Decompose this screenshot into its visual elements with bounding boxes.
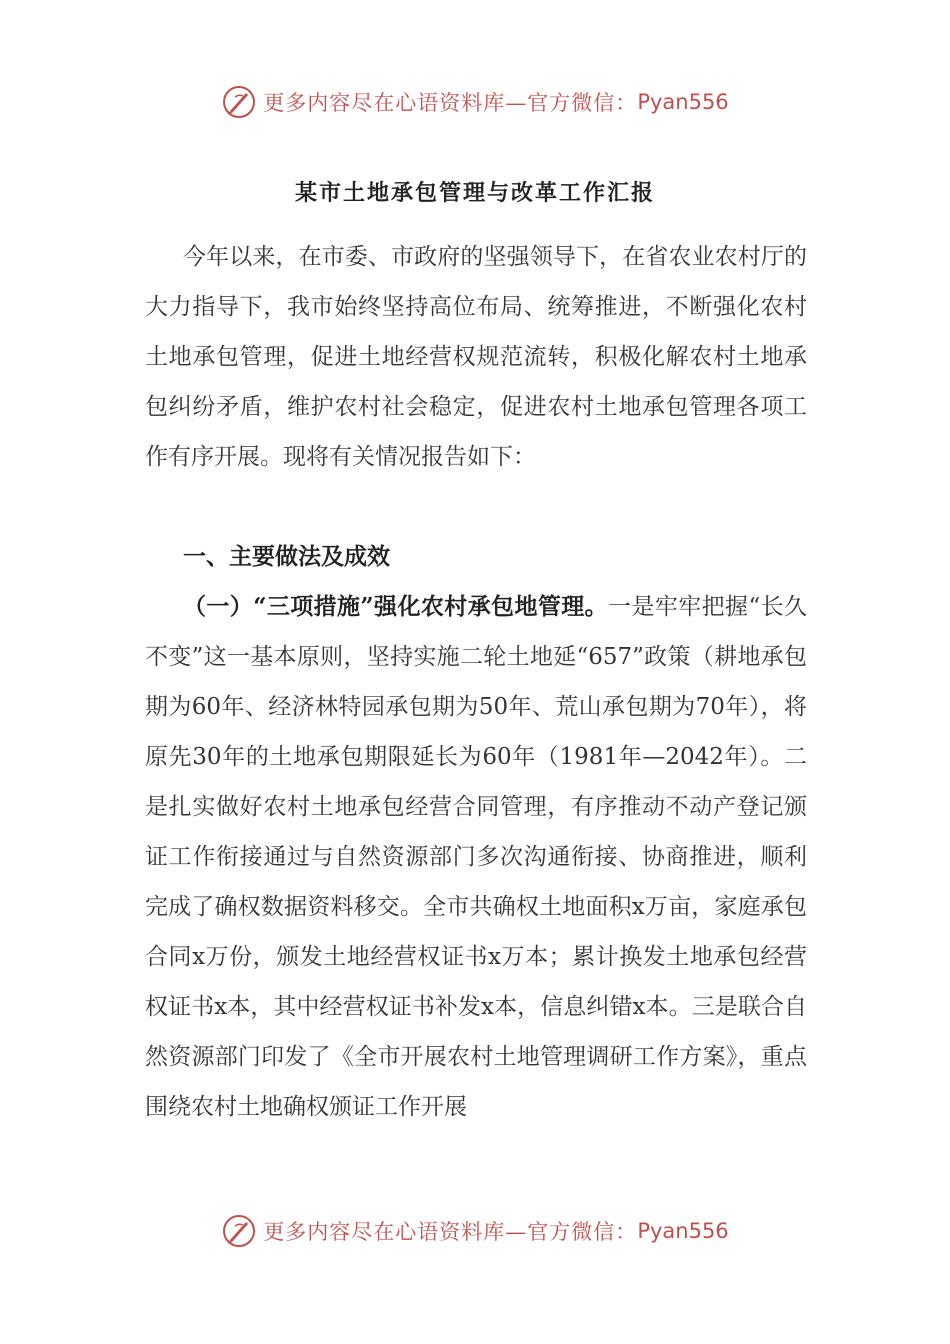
watermark-banner-top	[0, 82, 950, 122]
watermark-handle: Pyan556	[637, 1219, 729, 1243]
watermark-text: 更多内容尽在心语资料库—官方微信：	[263, 1220, 638, 1244]
intro-paragraph: 今年以来，在市委、市政府的坚强领导下，在省农业农村厅的大力指导下，我市始终坚持高位布局、统筹推进，不断强化农村土地承包管理，促进土地经营权规范流转，积极化解农村土地承包纠纷矛盾，维护农村社会稳定，促进农村土地承包管理各项工作有序开展。现将有关情况报告如下：	[145, 244, 807, 470]
subsection-body: 一是牢牢把握“长久不变”这一基本原则，坚持实施二轮土地延“657”政策（耕地承包期为60年、经济林特园承包期为50年、荒山承包期为70年），将原先30年的土地承包期限延长为60年（1981年—2042年）。二是扎实做好农村土地承包经营合同管理，有序推动不动产登记颁证工作衔接通过与自然资源部门多次沟通衔接、协商推进，顺利完成了确权数据资料移交。全市共确权土地面积x万亩，家庭承包合同x万份，颁发土地经营权证书x万本；累计换发土地承包经营权证书x本，其中经营权证书补发x本，信息纠错x本。三是联合自然资源部门印发了《全市开展农村土地管理调研工作方案》，重点围绕农村土地确权颁证工作开展	[145, 594, 807, 1120]
document-title: 某市土地承包管理与改革工作汇报	[294, 180, 655, 206]
watermark-banner-bottom	[0, 1211, 950, 1251]
subsection-paragraph	[145, 582, 807, 1132]
quill-pen-logo-icon	[221, 1213, 257, 1249]
subsection-heading: （一）“三项措施”强化农村承包地管理。	[183, 593, 609, 620]
watermark-handle: Pyan556	[637, 90, 729, 114]
quill-pen-logo-icon	[221, 84, 257, 120]
section-heading: 一、主要做法及成效	[183, 543, 390, 570]
watermark-text: 更多内容尽在心语资料库—官方微信：	[263, 91, 638, 115]
